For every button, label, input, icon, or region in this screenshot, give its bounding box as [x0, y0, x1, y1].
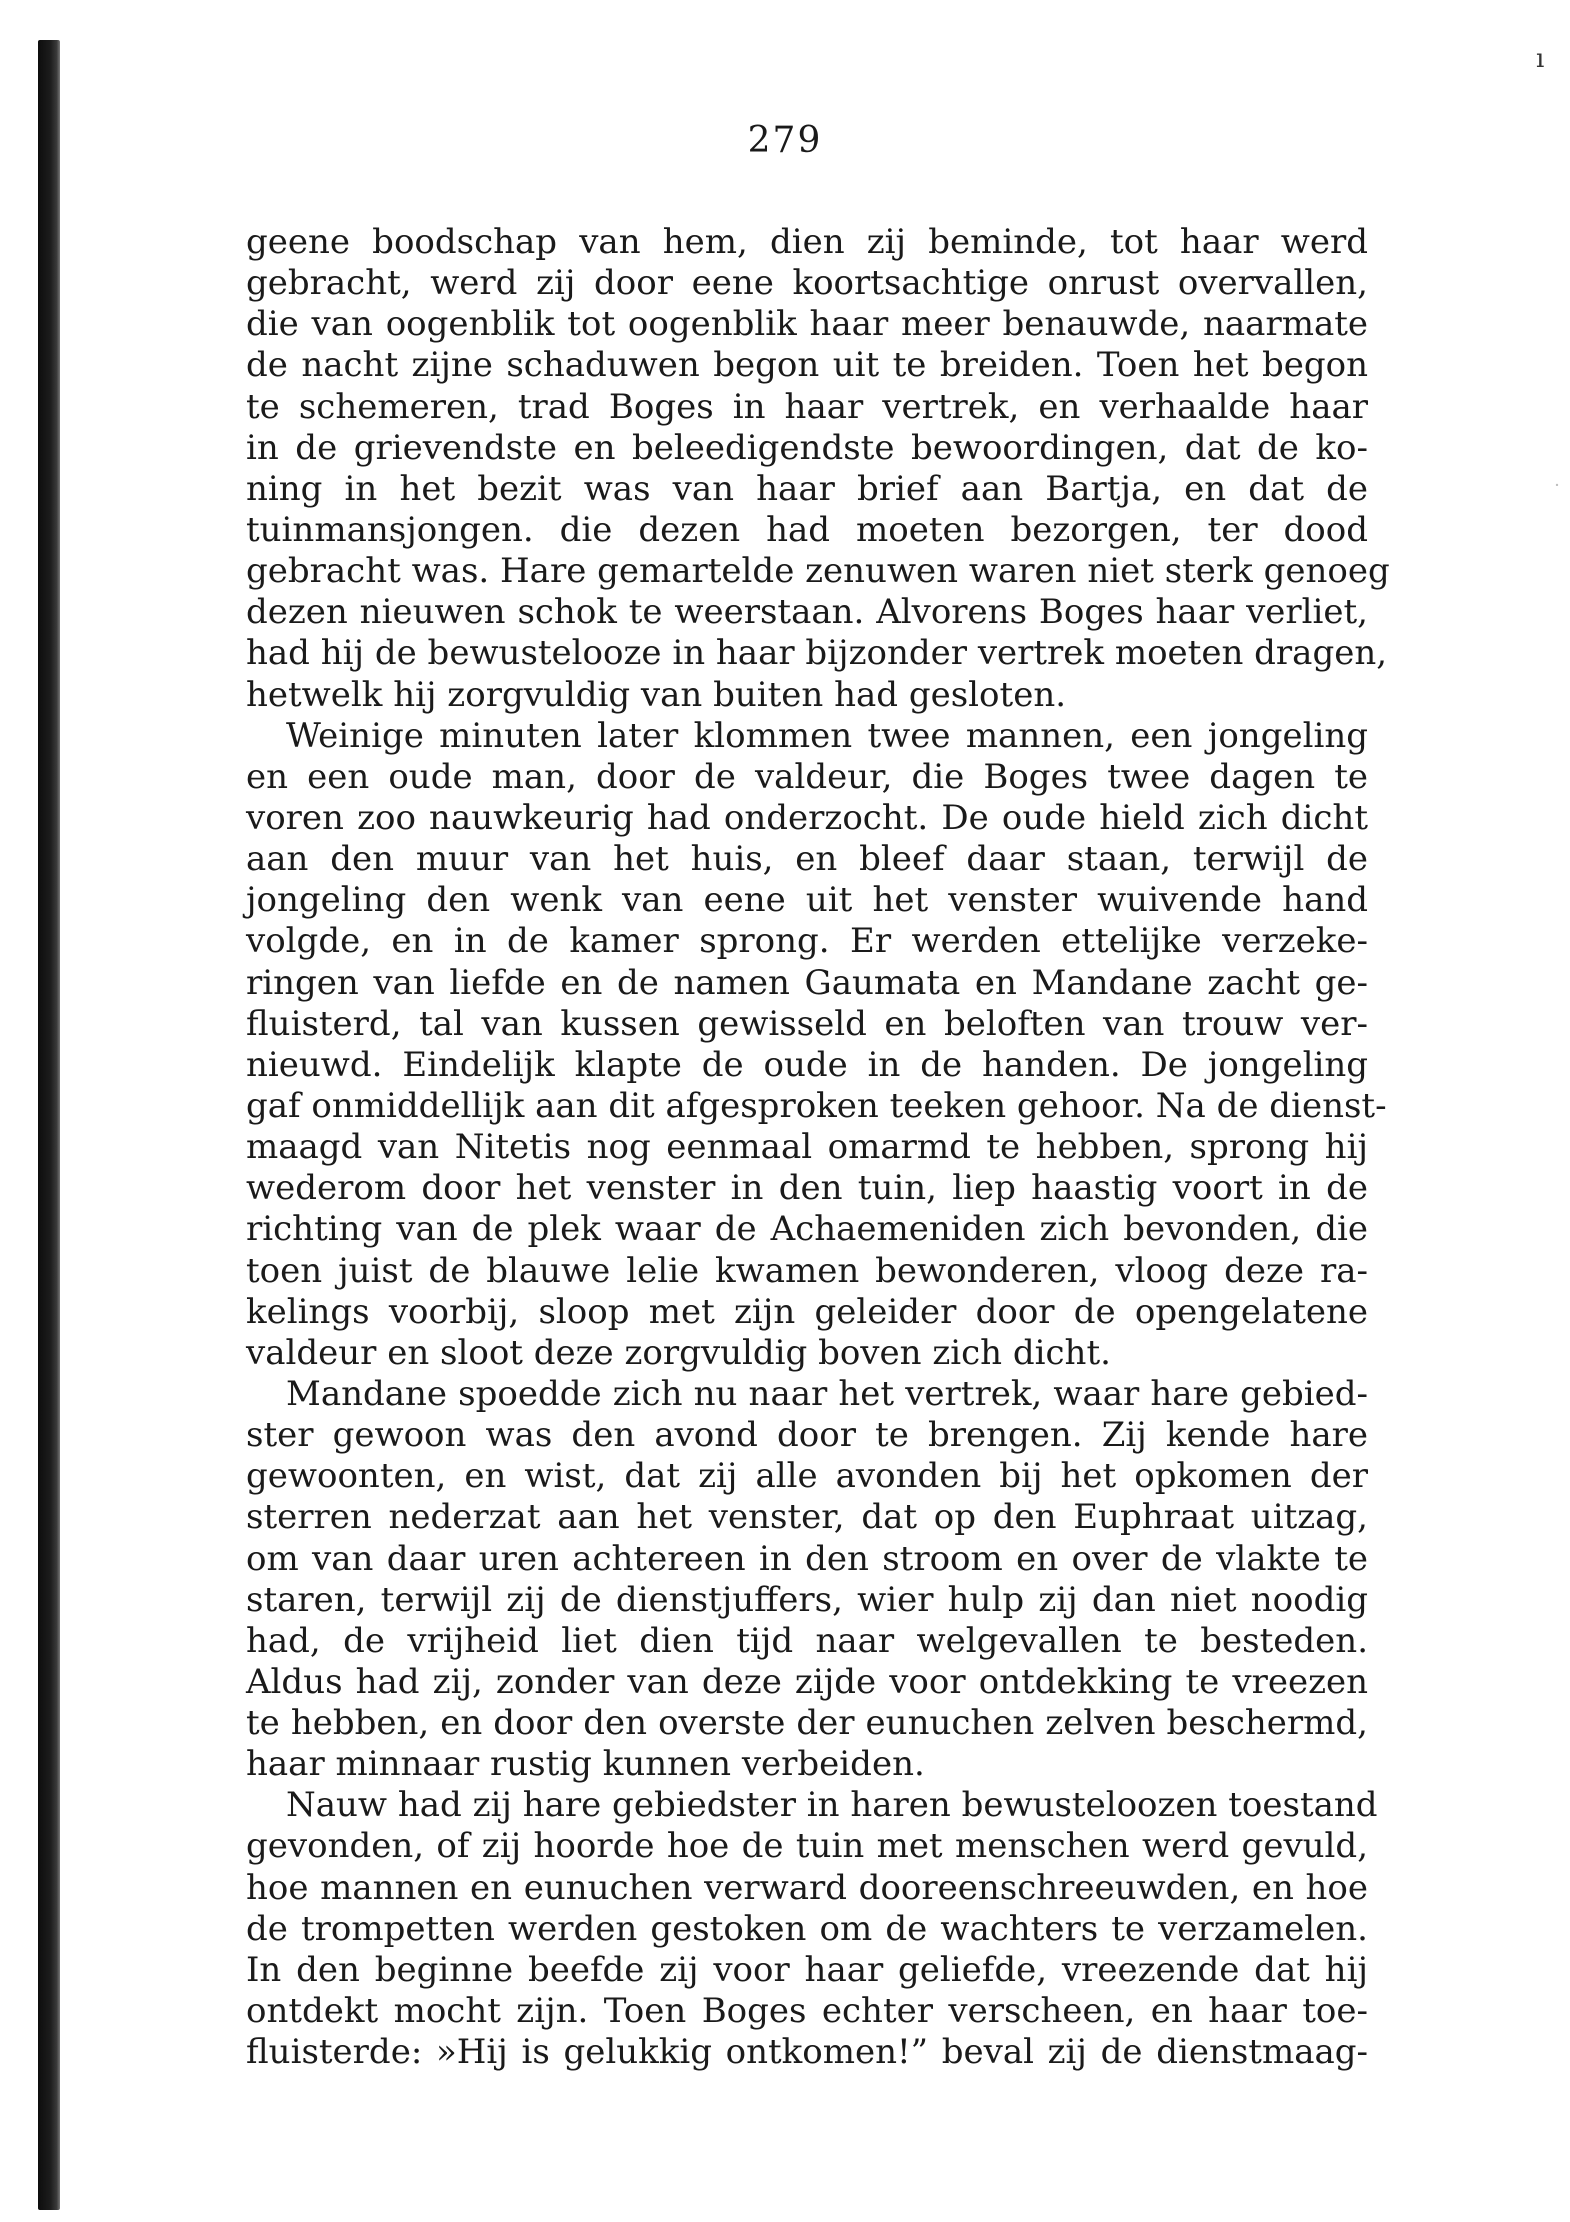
text-line: staren, terwijl zij de dienstjuffers, wier hulp zij dan niet noodig — [246, 1579, 1368, 1620]
text-line: had hij de bewustelooze in haar bijzonder vertrek moeten dragen, — [246, 633, 1388, 674]
text-line: tuinmansjongen. die dezen had moeten bezorgen, ter dood — [246, 509, 1368, 550]
text-line: toen juist de blauwe lelie kwamen bewonderen, vloog deze ra- — [246, 1250, 1368, 1291]
text-line: dezen nieuwen schok te weerstaan. Alvorens Boges haar verliet, — [246, 592, 1368, 633]
text-line: fluisterd, tal van kussen gewisseld en beloften van trouw ver- — [246, 1003, 1368, 1044]
text-line: gebracht was. Hare gemartelde zenuwen waren niet sterk genoeg — [246, 551, 1390, 592]
text-line: Aldus had zij, zonder van deze zijde voor ontdekking te vreezen — [246, 1661, 1368, 1702]
page-number: 279 — [747, 120, 823, 161]
text-line: fluisterde: »Hij is gelukkig ontkomen!” beval zij de dienstmaag- — [246, 2032, 1368, 2073]
text-line: aan den muur van het huis, en bleef daar staan, terwijl de — [246, 839, 1368, 880]
binding-edge — [38, 40, 60, 2210]
text-line: hoe mannen en eunuchen verward dooreenschreeuwden, en hoe — [246, 1867, 1368, 1908]
text-line: jongeling den wenk van eene uit het venster wuivende hand — [246, 880, 1368, 921]
text-line: valdeur en sloot deze zorgvuldig boven zich dicht. — [246, 1332, 1111, 1373]
paragraph-first-line: Weinige minuten later klommen twee mannen, een jongeling — [286, 715, 1368, 756]
edge-mark: ı — [1536, 44, 1545, 74]
text-line: nieuwd. Eindelijk klapte de oude in de handen. De jongeling — [246, 1044, 1368, 1085]
text-line: gaf onmiddellijk aan dit afgesproken teeken gehoor. Na de dienst- — [246, 1085, 1387, 1126]
text-line: ning in het bezit was van haar brief aan Bartja, en dat de — [246, 468, 1368, 509]
text-line: ringen van liefde en de namen Gaumata en Mandane zacht ge- — [246, 962, 1368, 1003]
text-line: voren zoo nauwkeurig had onderzocht. De oude hield zich dicht — [246, 797, 1368, 838]
paragraph-first-line: Mandane spoedde zich nu naar het vertrek, waar hare gebied- — [286, 1373, 1368, 1414]
text-line: richting van de plek waar de Achaemeniden zich bevonden, die — [246, 1209, 1368, 1250]
text-line: om van daar uren achtereen in den stroom en over de vlakte te — [246, 1538, 1368, 1579]
text-line: volgde, en in de kamer sprong. Er werden ettelijke verzeke- — [246, 921, 1368, 962]
text-line: sterren nederzat aan het venster, dat op den Euphraat uitzag, — [246, 1497, 1368, 1538]
text-line: de trompetten werden gestoken om de wachters te verzamelen. — [246, 1908, 1368, 1949]
text-line: de nacht zijne schaduwen begon uit te breiden. Toen het begon — [246, 345, 1368, 386]
text-line: maagd van Nitetis nog eenmaal omarmd te hebben, sprong hij — [246, 1127, 1368, 1168]
text-line: die van oogenblik tot oogenblik haar meer benauwde, naarmate — [246, 304, 1368, 345]
text-line: en een oude man, door de valdeur, die Boges twee dagen te — [246, 756, 1368, 797]
text-line: ontdekt mocht zijn. Toen Boges echter verscheen, en haar toe- — [246, 1991, 1368, 2032]
body-text — [246, 222, 1390, 2073]
text-line: haar minnaar rustig kunnen verbeiden. — [246, 1744, 925, 1785]
text-line: ster gewoon was den avond door te brengen. Zij kende hare — [246, 1415, 1368, 1456]
text-line: wederom door het venster in den tuin, liep haastig voort in de — [246, 1168, 1368, 1209]
text-line: te schemeren, trad Boges in haar vertrek, en verhaalde haar — [246, 386, 1368, 427]
text-line: gevonden, of zij hoorde hoe de tuin met menschen werd gevuld, — [246, 1826, 1368, 1867]
edge-speck: ˙ — [1552, 480, 1562, 504]
text-line: te hebben, en door den overste der eunuchen zelven beschermd, — [246, 1703, 1368, 1744]
text-line: In den beginne beefde zij voor haar geliefde, vreezende dat hij — [246, 1949, 1368, 1990]
text-line: gewoonten, en wist, dat zij alle avonden bij het opkomen der — [246, 1456, 1368, 1497]
text-line: gebracht, werd zij door eene koortsachtige onrust overvallen, — [246, 263, 1368, 304]
text-line: had, de vrijheid liet dien tijd naar welgevallen te besteden. — [246, 1620, 1368, 1661]
paragraph-first-line: Nauw had zij hare gebiedster in haren bewusteloozen toestand — [286, 1785, 1378, 1826]
text-line: kelings voorbij, sloop met zijn geleider door de opengelatene — [246, 1291, 1368, 1332]
text-line: geene boodschap van hem, dien zij beminde, tot haar werd — [246, 222, 1368, 262]
text-line: hetwelk hij zorgvuldig van buiten had gesloten. — [246, 674, 1067, 715]
text-line: in de grievendste en beleedigendste bewoordingen, dat de ko- — [246, 427, 1368, 468]
